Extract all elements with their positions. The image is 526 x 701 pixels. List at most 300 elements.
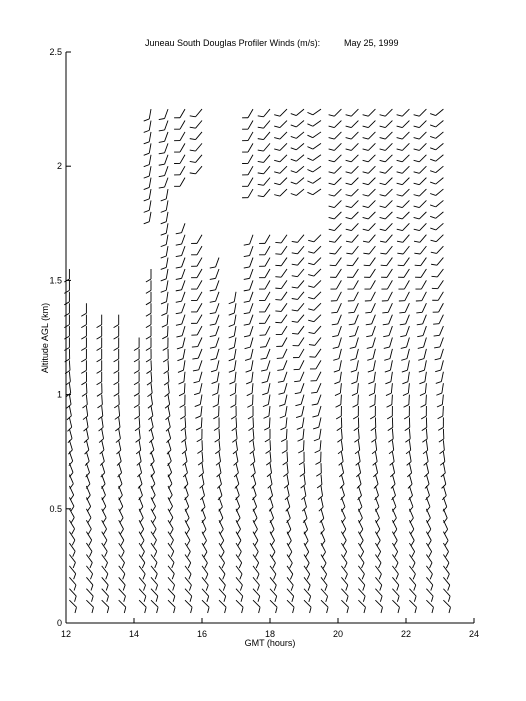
wind-barb: [346, 132, 359, 139]
wind-barb: [384, 338, 393, 349]
wind-barb: [97, 395, 102, 408]
wind-barb: [397, 155, 410, 162]
wind-barb: [135, 417, 140, 430]
wind-barb: [351, 360, 359, 372]
wind-barb: [270, 577, 276, 590]
wind-barb: [244, 303, 253, 313]
wind-barb: [380, 223, 393, 230]
wind-barb: [192, 338, 202, 348]
y-tick-label: 0.5: [49, 503, 62, 514]
wind-barb: [219, 543, 224, 557]
wind-barb: [329, 132, 342, 139]
wind-barb: [146, 303, 151, 316]
wind-barb: [436, 383, 443, 395]
wind-barb: [398, 280, 409, 289]
wind-barb: [416, 292, 427, 301]
wind-barb: [371, 429, 376, 442]
wind-barb: [432, 292, 443, 301]
y-tick-label: 1.5: [49, 275, 62, 286]
wind-barb: [151, 577, 158, 590]
wind-barb: [380, 132, 393, 139]
wind-barb: [159, 132, 168, 142]
wind-barb: [309, 349, 321, 357]
wind-barb: [353, 395, 359, 408]
wind-barb: [86, 589, 93, 602]
wind-barb: [168, 589, 175, 602]
wind-barb: [242, 109, 253, 118]
wind-barb: [200, 475, 204, 489]
wind-barb: [174, 155, 185, 164]
wind-barb: [380, 178, 393, 185]
wind-barb: [291, 143, 304, 149]
wind-barb: [409, 577, 415, 590]
wind-barb: [274, 178, 287, 185]
wind-barb: [292, 246, 304, 254]
wind-barb: [210, 303, 219, 313]
wind-barb: [346, 178, 359, 185]
wind-barb: [144, 155, 151, 167]
wind-barb: [370, 395, 376, 408]
wind-barb: [267, 463, 272, 477]
wind-barb: [86, 566, 92, 579]
wind-barb: [214, 417, 219, 430]
wind-barb: [435, 349, 444, 360]
wind-barb: [64, 315, 69, 328]
wind-barb: [81, 338, 86, 351]
wind-barb: [418, 349, 426, 360]
wind-barb: [330, 258, 342, 266]
wind-barb: [409, 589, 416, 602]
wind-barb: [183, 452, 187, 466]
wind-barb: [436, 372, 444, 384]
wind-barb: [301, 475, 306, 489]
wind-barb: [101, 463, 105, 477]
wind-barb: [321, 554, 326, 568]
wind-barb: [161, 292, 168, 304]
wind-barb: [148, 406, 152, 420]
wind-barb: [134, 372, 139, 385]
wind-barb: [259, 246, 270, 255]
wind-barb: [97, 360, 102, 373]
wind-barb: [231, 406, 236, 419]
wind-barb: [435, 360, 443, 371]
wind-barb: [417, 326, 426, 337]
wind-barb: [161, 189, 168, 201]
wind-barb: [232, 417, 237, 430]
wind-barb: [195, 395, 202, 407]
wind-barb: [68, 440, 72, 454]
wind-barb: [334, 372, 341, 384]
wind-barb: [151, 600, 158, 613]
wind-barb: [167, 440, 171, 454]
wind-barb: [358, 589, 365, 602]
wind-barb: [116, 429, 121, 443]
wind-barb: [212, 372, 219, 384]
wind-barb: [134, 383, 139, 396]
wind-barb: [258, 132, 270, 140]
wind-barb: [373, 452, 377, 466]
wind-barb: [283, 452, 288, 465]
wind-barb: [414, 155, 427, 162]
wind-barb: [67, 417, 71, 431]
wind-barb: [332, 315, 342, 325]
wind-barb: [333, 349, 341, 360]
wind-barb: [274, 189, 287, 196]
wind-barb: [409, 543, 414, 557]
wind-barb: [247, 395, 253, 408]
wind-barb: [230, 383, 236, 396]
wind-barb: [81, 303, 86, 316]
wind-barb: [195, 406, 202, 418]
wind-barb: [134, 349, 139, 362]
wind-barb: [433, 315, 443, 324]
wind-barb: [149, 417, 153, 431]
wind-barb: [311, 372, 321, 381]
wind-barb: [280, 417, 287, 429]
wind-barb: [139, 577, 145, 590]
wind-barb: [286, 497, 290, 511]
wind-barb: [401, 338, 410, 349]
wind-barb: [147, 372, 152, 385]
wind-barb: [190, 132, 202, 140]
wind-barb: [193, 360, 202, 371]
wind-barb: [275, 315, 287, 323]
wind-barb: [146, 280, 151, 293]
wind-barb: [165, 395, 170, 409]
wind-barb: [381, 269, 392, 277]
wind-barb: [369, 383, 375, 395]
wind-barb: [190, 166, 202, 174]
wind-barb: [242, 143, 253, 152]
wind-barb: [304, 554, 309, 568]
wind-barb: [191, 235, 202, 244]
wind-barb: [372, 440, 377, 454]
wind-barb: [390, 463, 394, 477]
wind-barb: [174, 166, 185, 175]
wind-barb: [274, 143, 287, 150]
wind-barb: [397, 212, 410, 219]
wind-barb: [321, 589, 328, 602]
x-tick-label: 22: [400, 629, 412, 639]
wind-barb: [292, 280, 304, 288]
wind-barb: [190, 143, 202, 151]
wind-barb: [81, 372, 86, 385]
wind-barb: [341, 543, 346, 557]
wind-barb: [231, 395, 236, 408]
wind-barb: [346, 212, 359, 219]
wind-barb: [294, 372, 304, 382]
wind-barb: [210, 292, 219, 302]
wind-barb: [442, 486, 446, 500]
wind-barb: [363, 189, 376, 196]
wind-barb: [144, 178, 151, 190]
wind-barb: [380, 143, 393, 150]
wind-barb: [381, 258, 393, 266]
wind-barb: [81, 360, 86, 373]
wind-barb: [418, 338, 427, 349]
x-tick-label: 14: [128, 629, 140, 639]
wind-barb: [298, 440, 304, 453]
wind-barb: [159, 143, 168, 153]
wind-barb: [414, 121, 427, 128]
wind-barb: [285, 486, 289, 500]
wind-barb: [150, 440, 154, 454]
wind-barb: [307, 166, 321, 172]
wind-barb: [268, 475, 272, 489]
wind-barb: [242, 178, 253, 187]
wind-barb: [387, 406, 392, 419]
wind-barb: [295, 395, 304, 406]
wind-barb: [244, 258, 253, 268]
wind-barb: [258, 166, 270, 174]
wind-barb: [245, 338, 253, 349]
wind-barb: [275, 235, 287, 243]
wind-barb: [403, 383, 409, 395]
wind-barb: [320, 509, 324, 523]
wind-barb: [341, 589, 348, 602]
wind-barb: [210, 338, 219, 349]
wind-barb: [259, 315, 270, 324]
wind-barb: [414, 189, 427, 196]
wind-barb: [358, 600, 365, 613]
wind-barb: [210, 326, 219, 336]
wind-barb: [363, 223, 376, 230]
wind-barb: [338, 440, 343, 454]
wind-barb: [346, 155, 359, 162]
wind-barb: [182, 440, 187, 454]
wind-barb: [174, 143, 185, 152]
wind-barb: [291, 155, 304, 161]
wind-barb: [197, 440, 202, 453]
wind-barb: [247, 383, 253, 395]
wind-barb: [363, 109, 376, 116]
wind-barb: [414, 109, 427, 116]
wind-barb: [119, 577, 125, 590]
wind-barb: [219, 600, 226, 613]
wind-barb: [430, 212, 443, 218]
wind-barb: [191, 303, 202, 312]
wind-barb: [199, 463, 204, 477]
wind-barb: [307, 178, 321, 184]
wind-barb: [349, 326, 358, 337]
x-axis-ticks: [61, 618, 479, 639]
wind-barb: [386, 383, 392, 395]
wind-barb: [346, 200, 359, 207]
wind-barb: [313, 417, 321, 429]
wind-barb: [253, 589, 260, 602]
x-axis-label: GMT (hours): [244, 638, 296, 648]
wind-barb: [426, 589, 433, 602]
wind-barb: [375, 577, 381, 590]
wind-barb: [85, 452, 89, 466]
wind-barb: [329, 212, 342, 219]
wind-barb: [380, 166, 393, 173]
wind-barb: [309, 338, 321, 346]
wind-barb: [329, 200, 342, 207]
wind-barb: [298, 429, 304, 441]
wind-barb: [330, 280, 341, 289]
wind-barb: [119, 600, 126, 613]
wind-barb: [358, 577, 364, 590]
wind-barb: [168, 577, 175, 590]
wind-barb: [388, 429, 393, 442]
wind-barb: [431, 235, 444, 242]
wind-barb: [233, 440, 238, 454]
wind-barb: [66, 395, 71, 409]
wind-barb: [278, 372, 287, 383]
wind-barb: [371, 417, 376, 430]
wind-barb: [276, 338, 287, 347]
wind-barb: [363, 121, 376, 128]
wind-barb: [119, 532, 124, 546]
wind-barb: [197, 429, 202, 442]
wind-barb: [244, 269, 253, 279]
wind-barb: [192, 349, 202, 359]
wind-barb: [258, 121, 270, 129]
wind-barb: [168, 600, 175, 613]
wind-barb: [390, 452, 394, 466]
wind-barb: [442, 475, 446, 489]
wind-barb: [346, 109, 359, 116]
wind-barb: [430, 121, 443, 127]
wind-barb: [392, 600, 399, 613]
wind-barb: [351, 372, 358, 384]
wind-barb: [399, 292, 410, 301]
wind-barb: [426, 543, 431, 557]
wind-barb: [244, 246, 253, 256]
wind-barb: [274, 109, 287, 116]
wind-barb: [419, 372, 426, 384]
wind-barb: [159, 109, 168, 119]
wind-barb: [346, 166, 359, 173]
wind-barb: [387, 395, 393, 408]
wind-barb: [262, 383, 270, 395]
wind-barb: [439, 429, 444, 442]
wind-barb: [144, 109, 151, 121]
wind-barb: [163, 338, 168, 351]
wind-barb: [180, 406, 185, 419]
wind-barb: [336, 395, 342, 408]
wind-barb: [211, 360, 219, 371]
wind-barb: [174, 132, 185, 141]
wind-barb: [146, 338, 151, 351]
wind-barb: [319, 497, 323, 511]
wind-barb: [424, 452, 428, 466]
wind-barb: [308, 235, 321, 242]
wind-barb: [407, 452, 411, 466]
wind-barb: [397, 109, 410, 116]
wind-barb: [363, 132, 376, 139]
wind-barb: [144, 132, 151, 144]
wind-barb: [385, 372, 392, 384]
wind-barb: [85, 440, 89, 454]
wind-barb: [416, 303, 426, 313]
wind-barb: [161, 235, 168, 247]
wind-barb: [311, 383, 321, 393]
wind-barb: [385, 360, 393, 372]
wind-barb: [308, 280, 321, 287]
wind-barb: [138, 475, 142, 489]
wind-barb: [118, 463, 122, 477]
wind-barb: [414, 212, 427, 219]
wind-barb: [423, 440, 428, 454]
wind-barb: [292, 235, 304, 243]
wind-barb: [264, 417, 270, 430]
wind-barb: [402, 372, 409, 384]
wind-barb: [301, 486, 305, 500]
wind-barb: [185, 600, 192, 613]
wind-barb: [295, 383, 304, 394]
x-tick-label: 12: [60, 629, 72, 639]
wind-barb: [258, 109, 270, 117]
wind-barb: [308, 269, 321, 276]
wind-barb: [144, 166, 151, 178]
wind-barb: [81, 315, 86, 328]
wind-barb: [202, 577, 208, 590]
wind-barb: [65, 349, 70, 362]
wind-barb: [176, 258, 185, 268]
wind-barb: [116, 440, 120, 454]
wind-barb: [210, 315, 219, 325]
wind-barb: [329, 121, 342, 128]
wind-barb: [275, 258, 287, 266]
wind-barb: [291, 166, 304, 172]
wind-barb: [64, 280, 69, 293]
wind-barb: [259, 292, 270, 301]
wind-barb: [274, 121, 287, 128]
y-tick-label: 2: [56, 161, 62, 172]
wind-barb: [350, 338, 359, 349]
wind-barb: [229, 292, 236, 304]
wind-barb: [190, 109, 202, 117]
wind-barb: [236, 589, 243, 602]
wind-barb: [300, 463, 305, 476]
wind-barb: [215, 429, 220, 442]
wind-barb: [244, 235, 253, 245]
wind-barb: [190, 121, 202, 129]
wind-barb: [380, 246, 392, 254]
wind-barb: [363, 212, 376, 219]
wind-barb: [329, 166, 342, 173]
wind-barb: [258, 189, 270, 197]
wind-barb: [357, 475, 361, 489]
wind-barb: [102, 532, 107, 546]
wind-barb: [335, 383, 341, 395]
wind-barb: [415, 258, 427, 266]
wind-barb: [99, 417, 104, 431]
wind-barb: [309, 326, 321, 333]
wind-barb: [229, 326, 236, 338]
wind-barb: [284, 475, 289, 489]
wind-barb: [341, 577, 347, 590]
wind-barb: [258, 178, 270, 186]
wind-barb: [443, 589, 450, 602]
wind-barb: [64, 338, 69, 351]
wind-barb: [368, 372, 375, 384]
wind-barb: [388, 417, 393, 430]
wind-barb: [139, 532, 144, 546]
wind-barb: [408, 475, 412, 489]
wind-barb: [64, 292, 69, 305]
wind-barb: [144, 189, 151, 201]
wind-barb: [297, 417, 304, 429]
wind-barb: [430, 109, 443, 115]
wind-barb: [279, 395, 287, 407]
wind-barb: [375, 543, 380, 557]
wind-barb: [318, 486, 323, 500]
wind-barb: [217, 475, 221, 489]
wind-barb: [363, 166, 376, 173]
